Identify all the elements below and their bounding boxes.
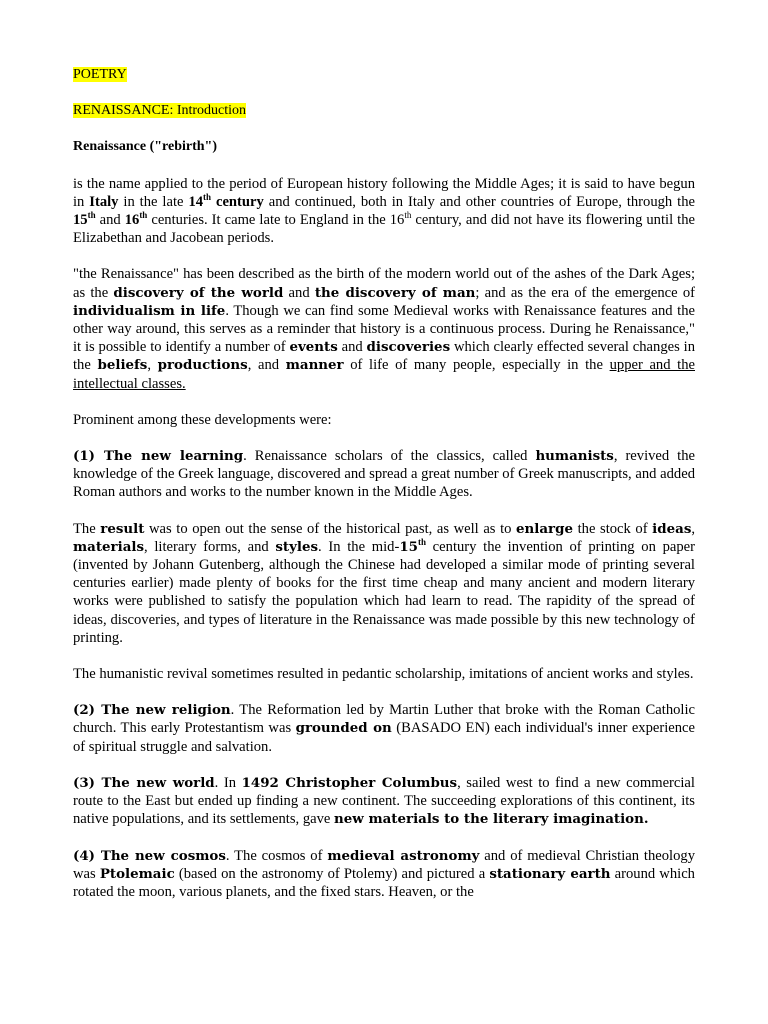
paragraph-prominent: Prominent among these developments were: bbox=[73, 411, 332, 428]
paragraph-new-learning: (1) The new learning. Renaissance scholars of the classics, called humanists, revived the knowledge of the Greek language, discovered and spread a great number of Greek manuscripts, and added Roman authors and works to the number known in the Middle Ages. bbox=[73, 448, 695, 501]
heading-title: Renaissance ("rebirth") bbox=[73, 139, 217, 155]
highlight: POETRY bbox=[73, 67, 127, 82]
paragraph-renaissance-described: "the Renaissance" has been described as the birth of the modern world out of the ashes of the Dark Ages; as the discovery of the world and the discovery of man; and as the era of the emergence of individualism in life. Though we can find some Medieval works with Renaissance features and the other way around, this serves as a reminder that history is a continuous process. During he Renaissance," it is possible to identify a number of events and discoveries which clearly effected several changes in the beliefs, productions, and manner of life of many people, especially in the upper and the intellectual classes. bbox=[73, 266, 695, 392]
highlight: RENAISSANCE: Introduction bbox=[73, 103, 247, 119]
paragraph-new-religion: (2) The new religion. The Reformation led by Martin Luther that broke with the Roman Catholic church. This early Protestantism was grounded on (BASADO EN) each individual's inner experience of spiritual struggle and salvation. bbox=[73, 702, 696, 755]
paragraph-new-cosmos: (4) The new cosmos. The cosmos of medieval astronomy and of medieval Christian theology was Ptolemaic (based on the astronomy of Ptolemy) and pictured a stationary earth around which rotated the moon, various planets, and the fixed stars. Heaven, or the bbox=[73, 847, 695, 900]
paragraph-humanistic-revival: The humanistic revival sometimes resulted in pedantic scholarship, imitations of ancient works and styles. bbox=[73, 666, 694, 683]
paragraph-result: The result was to open out the sense of the historical past, as well as to enlarge the stock of ideas, materials, literary forms, and styles. In the mid-15th century the invention of printing on paper (invented by Johann Gutenberg, although the Chinese had developed a similar mode of printing several centuries earlier) made plenty of books for the first time cheap and many ancient and modern literary works were published to satisfy the population which had learn to read. The rapidity of the spread of ideas, discoveries, and types of literature in the Renaissance was made possible by this new technology of printing. bbox=[73, 520, 696, 646]
paragraph-new-world: (3) The new world. In 1492 Christopher Columbus, sailed west to find a new commercial route to the East but ended up finding a new continent. The succeeding explorations of this continent, its native populations, and its settlements, gave new materials to the literary imagination. bbox=[73, 774, 695, 828]
heading-section bbox=[73, 102, 695, 120]
heading-poetry bbox=[73, 66, 695, 84]
underlined-text: upper and the intellectual classes. bbox=[73, 357, 695, 392]
paragraph-intro: is the name applied to the period of European history following the Middle Ages; it is said to have begun in Italy in the late 14th century and continued, both in Italy and other countries of Europe, through the 15th and 16th centuries. It came late to England in the 16th century, and did not have its flowering until the Elizabethan and Jacobean periods. bbox=[73, 175, 695, 247]
